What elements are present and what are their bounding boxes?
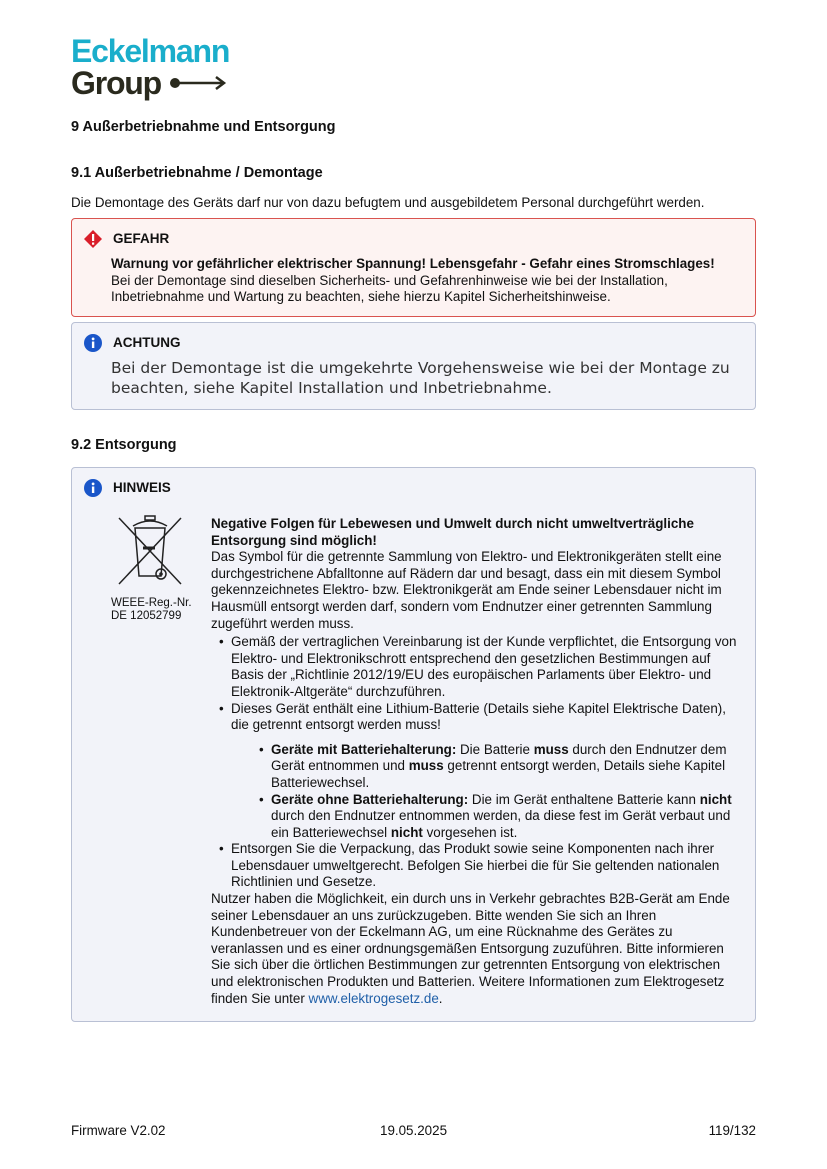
achtung-label: ACHTUNG: [113, 334, 181, 350]
chapter-title: 9 Außerbetriebnahme und Entsorgung: [71, 119, 336, 135]
section-intro: Die Demontage des Geräts darf nur von dazu befugtem und ausgebildetem Personal durchgeführt werden.: [71, 195, 705, 210]
danger-warning: Warnung vor gefährlicher elektrischer Spannung! Lebensgefahr - Gefahr eines Stromschlages!: [111, 256, 715, 271]
danger-label: GEFAHR: [113, 230, 170, 246]
list-item: [211, 701, 746, 842]
list-item: • Gemäß der vertraglichen Vereinbarung ist der Kunde verpflichtet, die Entsorgung von Elektro- und Elektronikschrott entsprechend den gesetzlichen Bestimmungen auf Basis der „Richtlinie 2012/19/EU des europäischen Parlaments über Elektro- und Elektronik-Altgeräte“ durchzuführen.: [211, 634, 746, 700]
bold-text: Geräte mit Batteriehalterung:: [271, 741, 457, 757]
achtung-box: [71, 322, 756, 410]
disposal-list: [211, 634, 746, 891]
footer-page-number: 119/132: [708, 1123, 756, 1138]
list-item: [253, 792, 746, 842]
danger-icon: [84, 230, 102, 248]
logo-line2: Group: [71, 65, 161, 101]
info-icon: [84, 334, 102, 352]
section-title-9-1: 9.1 Außerbetriebnahme / Demontage: [71, 165, 323, 181]
closing-paragraph: [211, 891, 746, 1007]
bold-text: nicht: [699, 791, 732, 807]
logo-line1: Eckelmann: [71, 33, 230, 69]
bold-text: muss: [408, 758, 444, 774]
text: vorgesehen ist.: [422, 824, 518, 840]
arrow-icon: [169, 76, 227, 90]
bold-text: Geräte ohne Batteriehalterung:: [271, 791, 469, 807]
text: getrennt entsorgt werden, Details siehe Kapitel Batteriewechsel.: [271, 758, 726, 790]
hinweis-label: HINWEIS: [113, 479, 171, 495]
footer-date: 19.05.2025: [380, 1123, 448, 1138]
bold-text: muss: [533, 741, 569, 757]
weee-reg-number: DE 12052799: [111, 610, 182, 622]
list-item-text: Dieses Gerät enthält eine Lithium-Batterie (Details siehe Kapitel Elektrische Daten), die getrennt entsorgt werden muss!: [231, 700, 726, 733]
hinweis-warning: Negative Folgen für Lebewesen und Umwelt durch nicht umweltverträgliche Entsorgung sind möglich!: [211, 516, 694, 548]
text: Die im Gerät enthaltene Batterie kann: [468, 791, 700, 807]
list-item: [253, 742, 746, 792]
list-item: • Entsorgen Sie die Verpackung, das Produkt sowie seine Komponenten nach ihrer Lebensdauer umweltgerecht. Befolgen Sie hierbei die für Sie geltenden nationalen Richtlinien und Gesetze.: [211, 841, 746, 891]
text: durch den Endnutzer entnommen werden, da diese fest im Gerät verbaut und ein Batteriewechsel: [271, 808, 731, 840]
weee-reg-label: WEEE-Reg.-Nr.: [111, 597, 192, 609]
section-title-9-2: 9.2 Entsorgung: [71, 437, 177, 453]
danger-box: [71, 218, 756, 317]
text: Die Batterie: [456, 741, 534, 757]
closing-text: Nutzer haben die Möglichkeit, ein durch uns in Verkehr gebrachtes B2B-Gerät am Ende seiner Lebensdauer an uns zurückzugeben. Bitte wenden Sie sich an Ihren Kundenbetreuer von der Eckelmann AG, um eine Rücknahme des Gerätes zu veranlassen und es einer ordnungsgemäßen Entsorgung zuzuführen. Bitte informieren Sie sich über die örtlichen Bestimmungen zur getrennten Entsorgung von elektrischen und elektronischen Produkten und Batterien. Weitere Informationen zum Elektrogesetz finden Sie unter: [211, 891, 730, 1006]
eckelmann-logo: [71, 33, 230, 101]
hinweis-text: Das Symbol für die getrennte Sammlung von Elektro- und Elektronikgeräten stellt eine durchgestrichene Abfalltonne auf Rädern dar und besagt, dass ein mit diesem Symbol gekennzeichnetes Elektro- bzw. Elektronikgerät am Ende seiner Lebensdauer nicht im Hausmüll entsorgt werden darf, sondern vom Endnutzer einer getrennten Sammlung zugeführt werden muss.: [211, 549, 722, 631]
danger-text: Bei der Demontage sind dieselben Sicherheits- und Gefahrenhinweise wie bei der Installation, Inbetriebnahme und Wartung zu beachten, siehe hierzu Kapitel Sicherheitshinweise.: [111, 272, 668, 305]
bold-text: nicht: [390, 824, 423, 840]
elektrogesetz-link[interactable]: www.elektrogesetz.de: [308, 990, 439, 1006]
info-icon: [84, 479, 102, 497]
closing-end: .: [438, 990, 443, 1006]
hinweis-box: [71, 467, 756, 1022]
battery-list: [253, 742, 746, 842]
achtung-text: Bei der Demontage ist die umgekehrte Vorgehensweise wie bei der Montage zu beachten, siehe Kapitel Installation und Inbetriebnahme.: [111, 359, 730, 397]
text: durch den Endnutzer dem Gerät entnommen und: [271, 741, 727, 774]
footer-firmware: Firmware V2.02: [71, 1123, 166, 1138]
weee-crossed-bin-icon: [117, 514, 183, 586]
